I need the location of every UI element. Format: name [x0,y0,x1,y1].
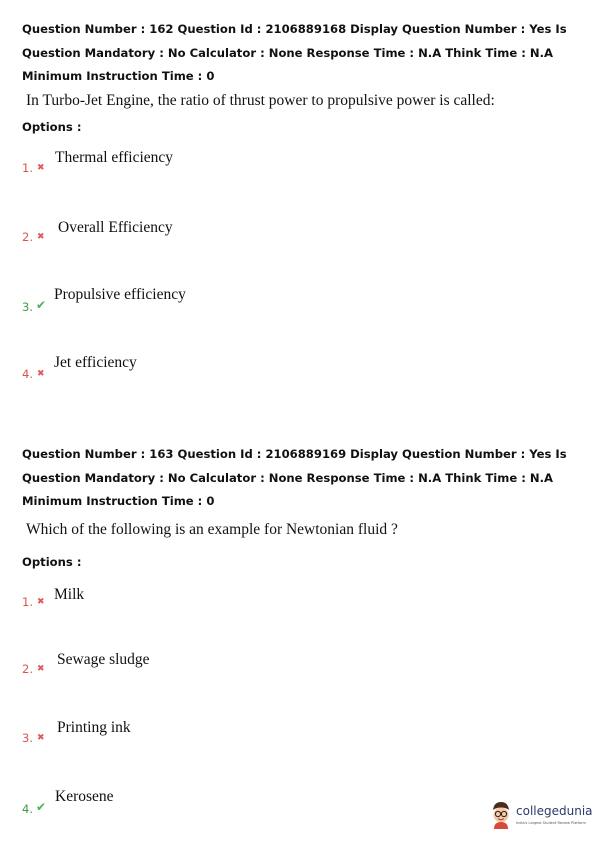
option-number: 1. [22,161,33,175]
cross-icon: ✖ [37,163,45,173]
question-text: Which of the following is an example for Newtonian fluid ? [26,521,398,538]
option-text: Overall Efficiency [58,219,173,236]
option-text: Printing ink [57,719,131,736]
option-number: 4. [22,802,33,816]
check-icon: ✔ [36,800,47,814]
question-meta: Question Number : 162 Question Id : 2106889168 Display Question Number : Yes Is Question Mandatory : No Calculator : None Response Time : N.A Think Time : N.A Minimum Instruction Time : 0 [22,22,567,83]
option-number: 2. [22,662,33,676]
option-text: Propulsive efficiency [54,286,186,303]
question-text: In Turbo-Jet Engine, the ratio of thrust power to propulsive power is called: [26,92,495,109]
option-text: Kerosene [55,788,114,805]
cross-icon: ✖ [37,369,45,379]
option-number: 3. [22,300,33,314]
option-number: 1. [22,595,33,609]
logo-wordmark: collegedunia [516,804,593,818]
options-label: Options : [22,120,82,134]
check-icon: ✔ [36,298,47,312]
option-text: Jet efficiency [54,354,137,371]
options-label: Options : [22,555,82,569]
cross-icon: ✖ [37,232,45,242]
option-text: Sewage sludge [57,651,150,668]
option-text: Milk [54,586,85,603]
option-number: 4. [22,367,33,381]
logo-tagline: India's Largest Student Review Platform [516,821,586,825]
cross-icon: ✖ [37,597,45,607]
question-meta: Question Number : 163 Question Id : 2106889169 Display Question Number : Yes Is Question Mandatory : No Calculator : None Response Time : N.A Think Time : N.A Minimum Instruction Time : 0 [22,447,567,508]
option-number: 3. [22,731,33,745]
cross-icon: ✖ [37,664,45,674]
option-number: 2. [22,230,33,244]
mascot-icon [489,800,513,830]
option-text: Thermal efficiency [55,149,174,166]
collegedunia-logo [489,800,593,834]
cross-icon: ✖ [37,733,45,743]
